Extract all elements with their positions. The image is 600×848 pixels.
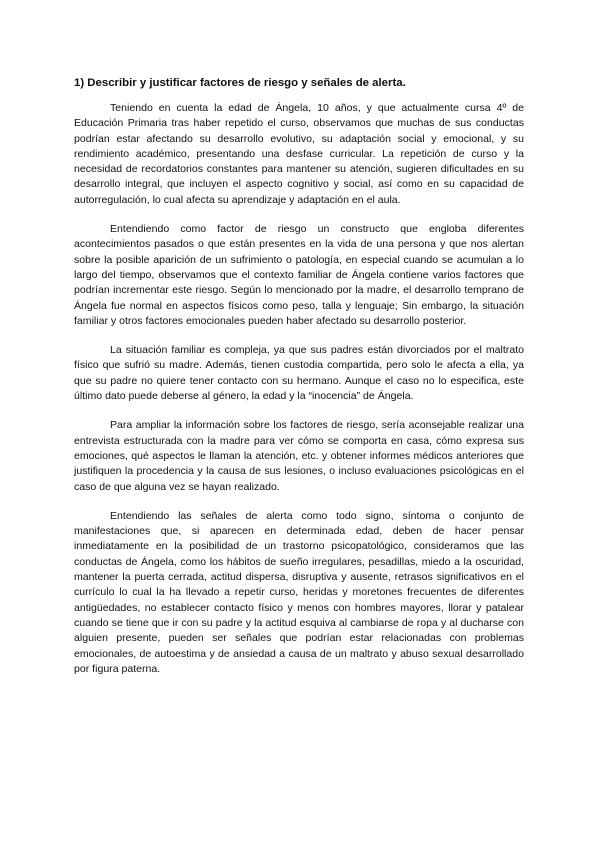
paragraph-family-situation: La situación familiar es compleja, ya que sus padres están divorciados por el maltrato físico que sufrió su madre. Además, tienen custodia compartida, pero solo le afecta a ella, ya que su padre no quiere tener contacto con su hermano. Aunque el caso no lo especifica, este último dato puede deberse al género, la edad y la “inocencia” de Ángela. [74, 344, 524, 403]
document-body [74, 76, 524, 691]
paragraph-warning-signs: Entendiendo las señales de alerta como todo signo, síntoma o conjunto de manifestaciones que, si aparecen en determinada edad, deben de hacer pensar inmediatamente en la posibilidad de un trastorno psicopatológico, consideramos que las conductas de Ángela, como los hábitos de sueño irregulares, pesadillas, miedo a la oscuridad, mantener la puerta cerrada, actitud dispersa, disruptiva y ausente, retrasos significativos en el currículo lo cual la ha llevado a repetir curso, heridas y moretones frecuentes de diferentes antigüedades, no establecer contacto físico y menos con hombres mayores, llorar y patalear cuando se tiene que ir con su padre y la actitud esquiva al cambiarse de ropa y al ducharse con alguien presente, pueden ser señales que podrían estar relacionadas con problemas emocionales, de autoestima y de ansiedad a causa de un maltrato y abuso sexual desarrollado por figura paterna. [74, 509, 524, 675]
paragraph-risk-factors: Entendiendo como factor de riesgo un constructo que engloba diferentes acontecimientos pasados o que están presentes en la vida de una persona y que nos alertan sobre la posible aparición de un sufrimiento o patología, en especial cuando se acumulan a lo largo del tiempo, observamos que el contexto familiar de Ángela contiene varios factores que podrían incrementar este riesgo. Según lo mencionado por la madre, el desarrollo temprano de Ángela fue normal en aspectos físicos como peso, talla y lenguaje; Sin embargo, la situación familiar y otros factores emocionales pueden haber afectado su desarrollo posterior. [74, 223, 524, 327]
section-heading: 1) Describir y justificar factores de riesgo y señales de alerta. [74, 77, 406, 89]
paragraph-age-context: Teniendo en cuenta la edad de Ángela, 10 años, y que actualmente cursa 4º de Educación Primaria tras haber repetido el curso, observamos que muchas de sus conductas podrían estar afectando su desarrollo evolutivo, su adaptación social y emocional, y su rendimiento académico, presentando una desfase curricular. La repetición de curso y la necesidad de recordatorios constantes para mantener su atención, sugieren dificultades en su desarrollo integral, que incluyen el aspecto cognitivo y social, así como en su capacidad de autorregulación, lo cual afecta su aprendizaje y adaptación en el aula. [74, 102, 524, 206]
paragraph-further-information: Para ampliar la información sobre los factores de riesgo, sería aconsejable realizar una entrevista estructurada con la madre para ver cómo se comporta en casa, cómo expresa sus emociones, qué aspectos le llaman la atención, etc. y obtener informes médicos anteriores que justifiquen la procedencia y la causa de sus lesiones, o incluso evaluaciones psicológicas en el caso de que alguna vez se hayan realizado. [74, 419, 524, 493]
